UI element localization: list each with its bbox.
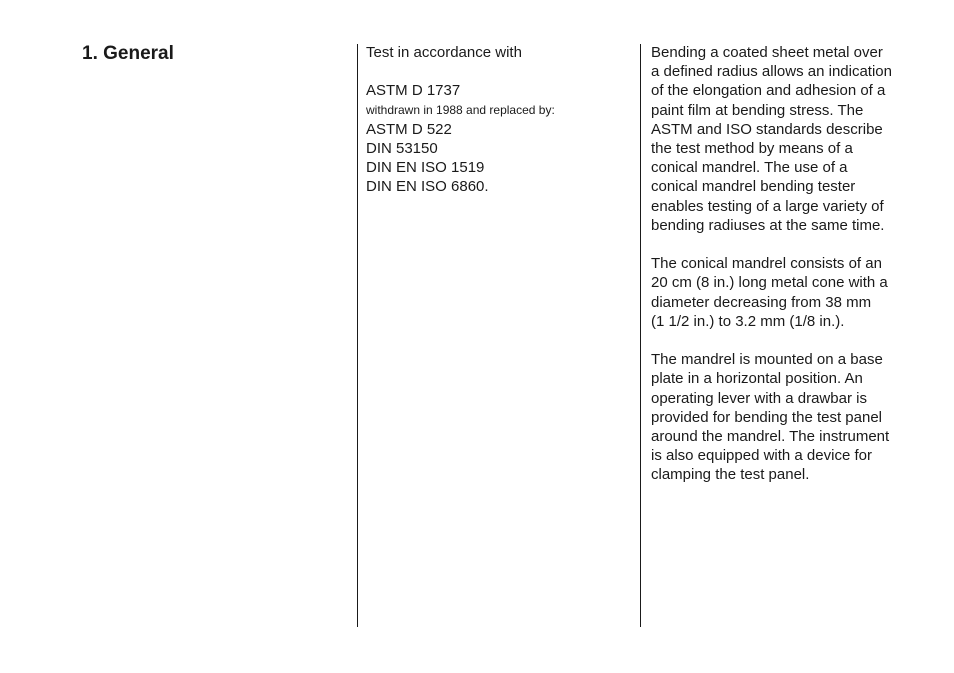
text-line: diameter decreasing from 38 mm (651, 293, 872, 311)
text-line: clamping the test panel. (651, 466, 810, 484)
standard-item: DIN 53150 (366, 139, 438, 157)
text-line: 20 cm (8 in.) long metal cone with a (651, 274, 888, 292)
description-paragraph (651, 254, 931, 331)
standard-item: DIN EN ISO 6860. (366, 178, 489, 196)
text-line: ASTM and ISO standards describe (651, 120, 883, 138)
text-line: of the elongation and adhesion of a (651, 82, 886, 100)
description-column (651, 43, 931, 504)
description-paragraph (651, 43, 931, 235)
standards-column (366, 43, 634, 196)
standard-item: DIN EN ISO 1519 (366, 159, 485, 176)
text-line: the test method by means of a (651, 140, 853, 158)
standards-intro: Test in accordance with (366, 44, 522, 61)
text-line: operating lever with a drawbar is (651, 389, 867, 407)
withdrawn-note: withdrawn in 1988 and replaced by: (366, 102, 555, 117)
text-line: (1 1/2 in.) to 3.2 mm (1/8 in.). (651, 312, 845, 330)
text-line: is also equipped with a device for (651, 447, 872, 465)
text-line: bending radiuses at the same time. (651, 216, 885, 234)
text-line: The mandrel is mounted on a base (651, 351, 883, 369)
standard-item: ASTM D 522 (366, 120, 452, 138)
spacer (366, 62, 634, 81)
text-line: conical mandrel. The use of a (651, 159, 848, 177)
text-line: Bending a coated sheet metal over (651, 44, 883, 61)
section-heading: 1. General (82, 43, 174, 64)
column-divider-right (640, 44, 641, 627)
text-line: paint film at bending stress. The (651, 101, 864, 119)
original-standard: ASTM D 1737 (366, 82, 461, 100)
text-line: enables testing of a large variety of (651, 197, 884, 215)
text-line: The conical mandrel consists of an (651, 255, 882, 273)
column-divider-left (357, 44, 358, 627)
text-line: conical mandrel bending tester (651, 178, 856, 196)
text-line: around the mandrel. The instrument (651, 428, 890, 446)
text-line: provided for bending the test panel (651, 408, 882, 426)
text-line: a defined radius allows an indication (651, 63, 892, 81)
description-paragraph (651, 350, 931, 484)
text-line: plate in a horizontal position. An (651, 370, 863, 388)
